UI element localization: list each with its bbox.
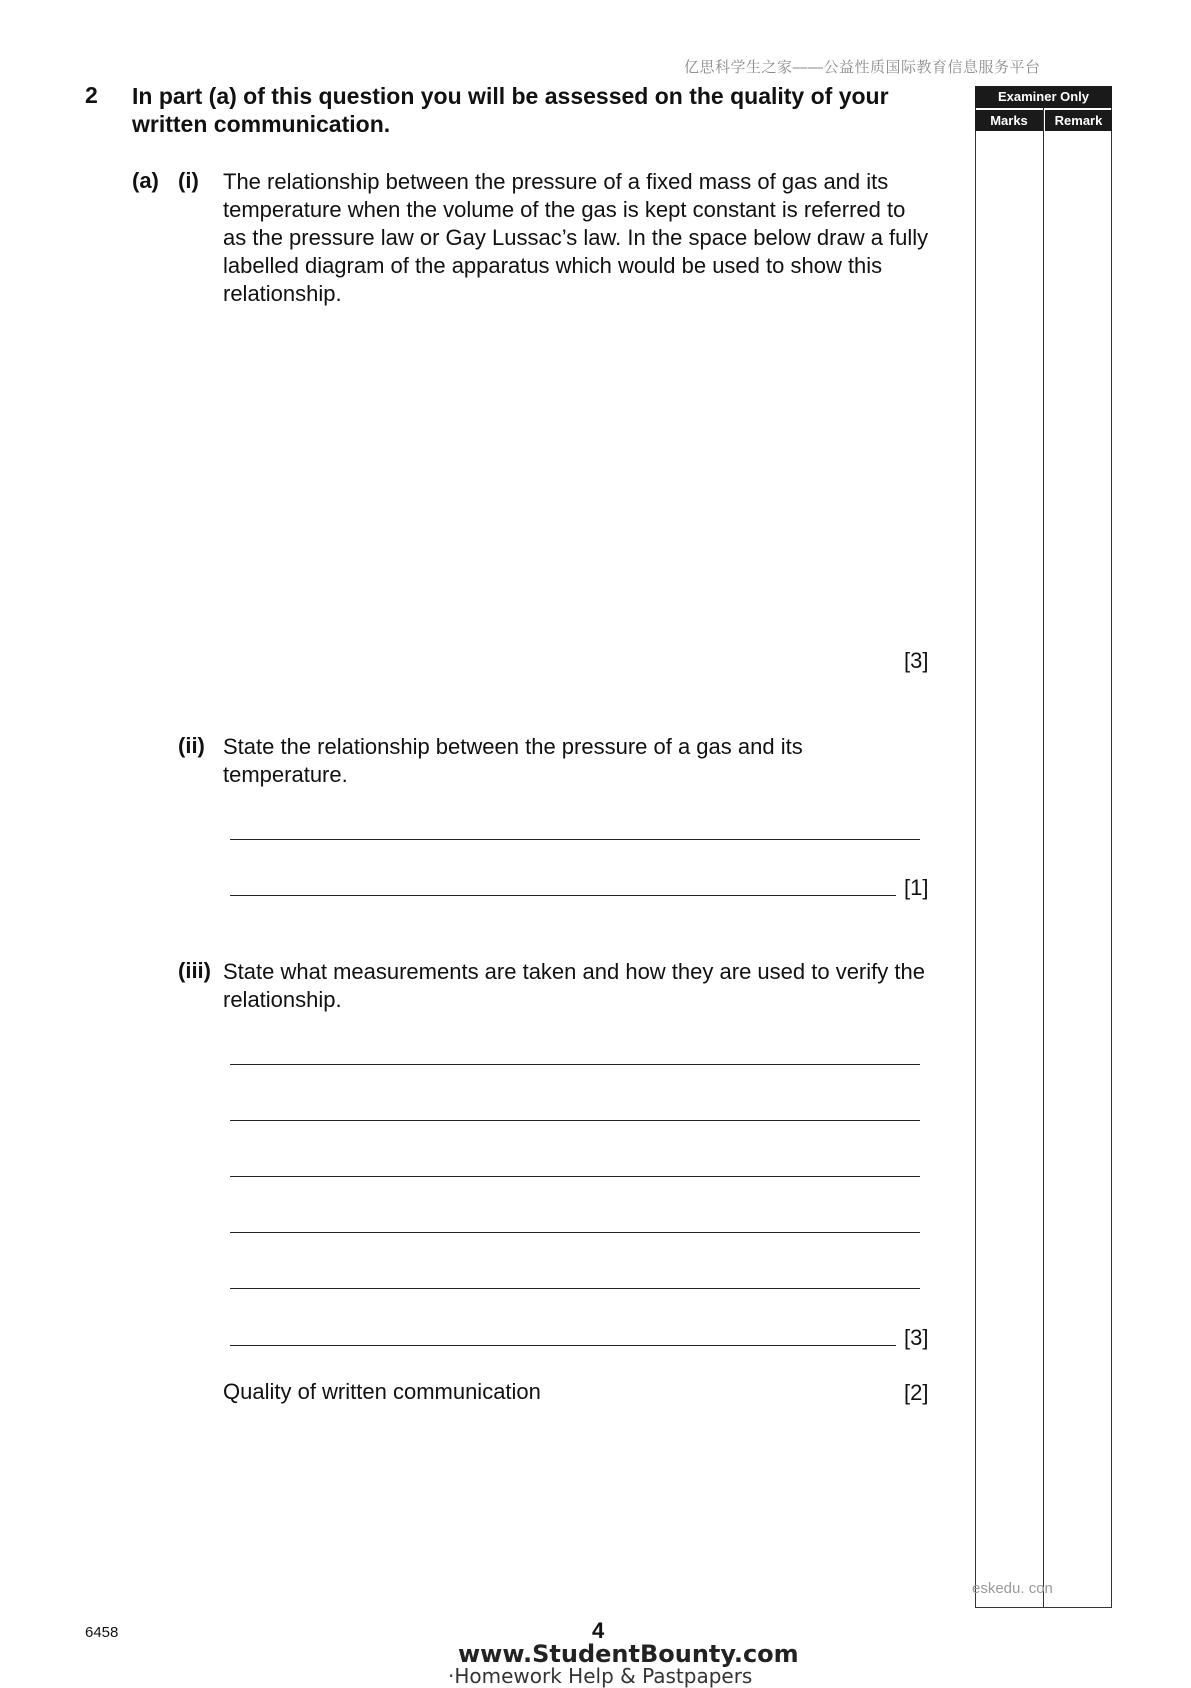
marks-column-header: Marks xyxy=(975,110,1043,131)
part-a-i-text: The relationship between the pressure of a fixed mass of gas and its temperature when the volume of the gas is kept constant is referred to as the pressure law or Gay Lussac’s law. In the space below draw a fully labelled diagram of the apparatus which would be used to show this relationship. xyxy=(223,169,929,306)
paper-code: 6458 xyxy=(85,1624,119,1641)
side-watermark: eskedu. con xyxy=(972,1580,1053,1597)
page-number: 4 xyxy=(592,1618,605,1643)
part-a-ii-marks: [1] xyxy=(904,875,929,900)
part-a-i-marks: [3] xyxy=(904,648,929,673)
part-a-iii-label: (iii) xyxy=(178,958,211,983)
part-a-ii-label: (ii) xyxy=(178,733,205,758)
studentbounty-tagline: ·Homework Help & Pastpapers xyxy=(448,1664,753,1688)
examiner-divider xyxy=(1043,108,1044,1608)
part-a-iii-text: State what measurements are taken and how they are used to verify the relationship. xyxy=(223,959,925,1012)
part-a-iii-marks: [3] xyxy=(904,1325,929,1350)
question-intro: In part (a) of this question you will be assessed on the quality of your written communication. xyxy=(132,83,889,137)
answer-line[interactable] xyxy=(230,1345,896,1346)
remark-column-header: Remark xyxy=(1045,110,1112,131)
examiner-only-header: Examiner Only xyxy=(975,86,1112,108)
header-watermark: 亿思科学生之家——公益性质国际教育信息服务平台 xyxy=(684,59,1041,76)
part-a-ii-text: State the relationship between the pressure of a gas and its temperature. xyxy=(223,734,803,787)
diagram-drawing-area[interactable] xyxy=(223,325,933,625)
part-a-label: (a) xyxy=(132,168,159,193)
question-number: 2 xyxy=(85,82,98,108)
qwc-marks: [2] xyxy=(904,1380,929,1405)
answer-line[interactable] xyxy=(230,1232,920,1233)
answer-line[interactable] xyxy=(230,895,896,896)
answer-line[interactable] xyxy=(230,1176,920,1177)
qwc-label: Quality of written communication xyxy=(223,1379,541,1404)
answer-line[interactable] xyxy=(230,1064,920,1065)
studentbounty-url[interactable]: www.StudentBounty.com xyxy=(458,1640,799,1668)
answer-line[interactable] xyxy=(230,1120,920,1121)
part-a-i-label: (i) xyxy=(178,168,199,193)
answer-line[interactable] xyxy=(230,839,920,840)
answer-line[interactable] xyxy=(230,1288,920,1289)
